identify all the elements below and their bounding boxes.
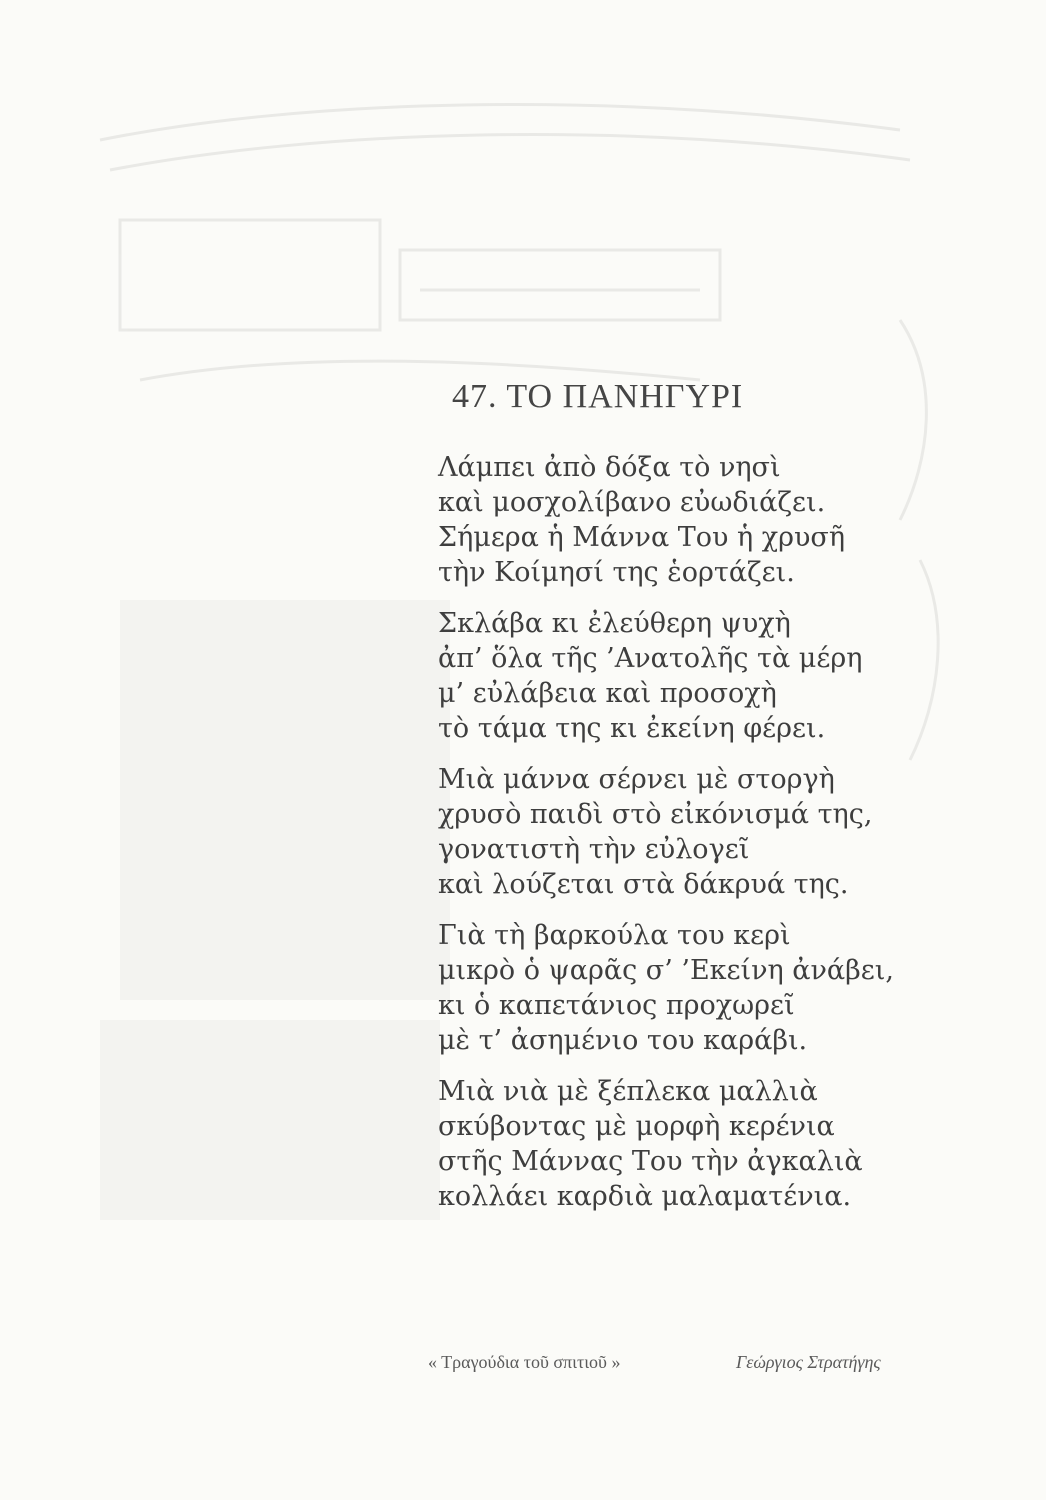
poem-line: καὶ μοσχολίβανο εὐωδιάζει. xyxy=(438,487,826,518)
poem-line: στῆς Μάννας Του τὴν ἀγκαλιὰ xyxy=(438,1146,863,1177)
poem-line: μ’ εὐλάβεια καὶ προσοχὴ xyxy=(438,678,777,709)
poem-line: καὶ λούζεται στὰ δάκρυά της. xyxy=(438,869,849,900)
source-title: « Τραγούδια τοῦ σπιτιοῦ » xyxy=(428,1352,621,1372)
poem-title: 47. ΤΟ ΠΑΝΗΓΥΡΙ xyxy=(452,378,744,415)
poem-line: Σήμερα ἡ Μάννα Του ἡ χρυσῆ xyxy=(438,522,846,553)
poem-line: μικρὸ ὁ ψαρᾶς σ’ ’Εκείνη ἀνάβει, xyxy=(438,955,894,986)
poem-line: Σκλάβα κι ἐλεύθερη ψυχὴ xyxy=(438,608,791,639)
poem-line: τὸ τάμα της κι ἐκείνη φέρει. xyxy=(438,713,826,744)
poem-line: μὲ τ’ ἀσημένιο του καράβι. xyxy=(438,1025,808,1056)
poem-line: κολλάει καρδιὰ μαλαματένια. xyxy=(438,1181,852,1212)
stanza xyxy=(438,1074,998,1214)
poem-line: γονατιστὴ τὴν εὐλογεῖ xyxy=(438,834,750,865)
poem-line: Γιὰ τὴ βαρκούλα του κερὶ xyxy=(438,920,791,951)
poem-line: τὴν Κοίμησί της ἑορτάζει. xyxy=(438,557,795,588)
stanza xyxy=(438,762,998,902)
poem-line: κι ὁ καπετάνιος προχωρεῖ xyxy=(438,990,795,1021)
stanza xyxy=(438,918,998,1058)
poem-line: σκύβοντας μὲ μορφὴ κερένια xyxy=(438,1111,835,1142)
poem-line: χρυσὸ παιδὶ στὸ εἰκόνισμά της, xyxy=(438,799,873,830)
poem-line: Λάμπει ἀπὸ δόξα τὸ νησὶ xyxy=(438,452,781,483)
poem-line: Μιὰ μάννα σέρνει μὲ στοργὴ xyxy=(438,764,835,795)
poem-line: Μιὰ νιὰ μὲ ξέπλεκα μαλλιὰ xyxy=(438,1076,818,1107)
poem-body xyxy=(438,450,998,1230)
author-name: Γεώργιος Στρατήγης xyxy=(736,1352,881,1372)
stanza xyxy=(438,450,998,590)
stanza xyxy=(438,606,998,746)
poem-line: ἀπ’ ὅλα τῆς ’Ανατολῆς τὰ μέρη xyxy=(438,643,863,674)
